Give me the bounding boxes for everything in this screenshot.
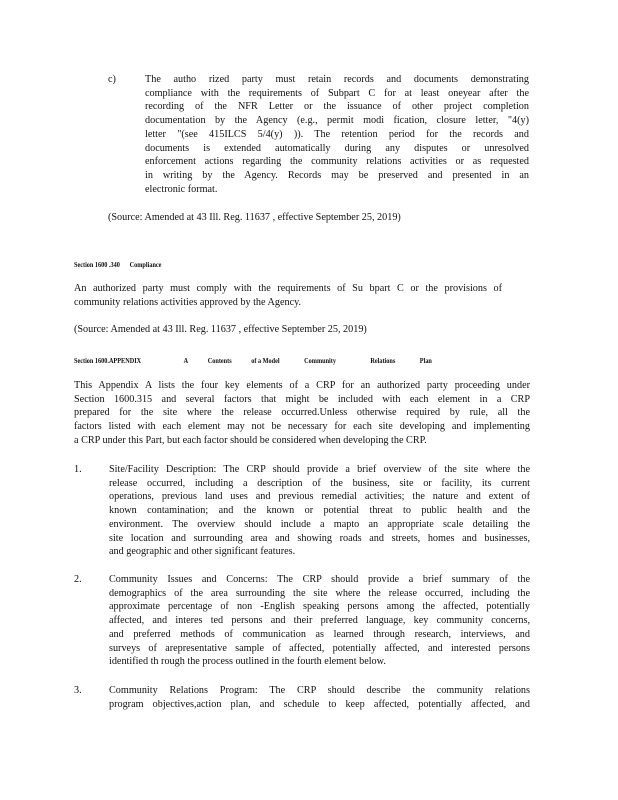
- text-line: compliance with the requirements of Subpart C for at least oneyear after the: [145, 87, 529, 99]
- text-line: Community Issues and Concerns: The CRP should provide a brief summary of the: [109, 574, 530, 585]
- text-line: Site/Facility Description: The CRP should provide a brief overview of the site where the: [109, 464, 530, 475]
- item-number: 3.: [74, 685, 82, 696]
- text-line: This Appendix A lists the four key elements of a CRP for an authorized party proceeding under: [74, 380, 530, 391]
- text-line: demographics of the area surrounding the site where the release occurred, including the: [109, 587, 530, 599]
- text-line: Section 1600.315 and several factors that might be included with each element in a CRP: [74, 393, 530, 405]
- text-line: program objectives,action plan, and schedule to keep affected, potentially affected, and: [109, 698, 530, 710]
- item-number: 2.: [74, 574, 82, 585]
- section-title-part: Relations: [370, 356, 396, 365]
- text-line: enforcement actions regarding the community relations activities or as requested: [145, 156, 529, 168]
- list-item: [109, 684, 530, 711]
- section-title-part: of a Model: [251, 356, 280, 365]
- text-line: known contamination; and the known or potential threat to public health and the: [109, 505, 530, 517]
- section-title: Compliance: [129, 260, 162, 269]
- section-title-part: Community: [304, 356, 336, 365]
- text-line: and preferred methods of communication as learned through research, interviews, and: [109, 628, 530, 640]
- text-line: electronic format.: [145, 183, 218, 195]
- text-line: approximate percentage of non -English speaking persons among the affected, potentially: [109, 601, 530, 613]
- section-title-part: A: [183, 356, 189, 365]
- text-line: Community Relations Program: The CRP should describe the community relations: [109, 685, 530, 696]
- text-line: letter "(see 415ILCS 5/4(y) )). The retention period for the records and: [145, 128, 529, 140]
- item-c-marker: c): [108, 74, 116, 85]
- section-heading: [74, 354, 468, 368]
- text-line: prepared for the site where the release occurred.Unless otherwise required by rule, all the: [74, 407, 530, 419]
- text-line: factors listed with each element may not be necessary for each site developing and implementing: [74, 421, 530, 433]
- section-number: Section 1600 .340: [74, 260, 120, 269]
- section-title-part: Plan: [419, 356, 432, 365]
- text-line: in writing by the Agency. Records may be preserved and presented in an: [145, 169, 529, 181]
- text-line: surveys of arepresentative sample of affected, potentially affected, and interested persons: [109, 642, 530, 654]
- text-line: documents is extended automatically during any disputes or unresolved: [145, 142, 529, 154]
- text-line: affected, and interes ted persons and their preferred language, key community concerns,: [109, 615, 530, 627]
- appendix-intro: [74, 379, 530, 448]
- section-number: Section 1600.APPENDIX: [74, 356, 142, 365]
- text-line: An authorized party must comply with the requirements of Su bpart C or the provisions of: [74, 283, 502, 294]
- text-line: site location and surrounding area and showing roads and streets, homes and businesses,: [109, 532, 530, 544]
- section-340-text: [74, 282, 502, 309]
- text-line: operations, previous land uses and previous remedial activities; the nature and extent of: [109, 491, 530, 503]
- section-title-part: Contents: [207, 356, 232, 365]
- text-line: environment. The overview should include a mapto an appropriate scale detailing the: [109, 518, 530, 530]
- source-note: (Source: Amended at 43 Ill. Reg. 11637 , effective September 25, 2019): [108, 212, 401, 223]
- text-line: release occurred, including a description of the business, site or facility, its current: [109, 477, 530, 489]
- text-line: The autho rized party must retain records and documents demonstrating: [145, 74, 529, 85]
- item-number: 1.: [74, 464, 82, 475]
- list-item: [109, 463, 530, 559]
- text-line: a CRP under this Part, but each factor should be considered when developing the CRP.: [74, 434, 427, 446]
- text-line: documentation by the Agency (e.g., permit modi fication, closure letter, "4(y): [145, 115, 529, 127]
- list-item: [109, 573, 530, 669]
- text-line: identified th rough the process outlined in the fourth element below.: [109, 656, 386, 668]
- section-heading: [74, 258, 161, 272]
- item-c-text: [145, 73, 529, 196]
- text-line: recording of the NFR Letter or the issuance of other project completion: [145, 101, 529, 113]
- text-line: and geographic and other significant features.: [109, 546, 296, 558]
- text-line: community relations activities approved by the Agency.: [74, 296, 302, 308]
- source-note: (Source: Amended at 43 Ill. Reg. 11637 , effective September 25, 2019): [74, 324, 367, 335]
